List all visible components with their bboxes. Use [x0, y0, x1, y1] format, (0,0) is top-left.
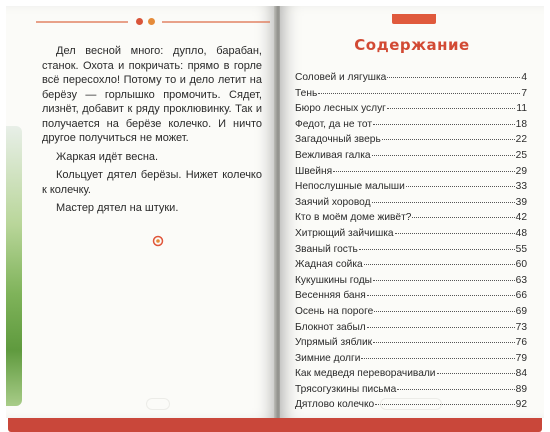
toc-entry-title: Швейня [295, 165, 333, 177]
paragraph: Дел весной много: дупло, барабан, станок. Охота и покричать: прямо в горле всё пересохло! Потому то и дело летит на берёзу — горлышко промочить. Сядет, лизнёт, добавит к ряду проклювинку. Так и получается на берёзе колечко. И ничто другое получиться не может. [42, 45, 262, 144]
right-page [280, 6, 544, 418]
toc-entry-page: 39 [515, 196, 527, 208]
toc-entry-title: Хитрющий зайчишка [295, 227, 394, 239]
toc-entry-page: 69 [515, 305, 527, 317]
toc-entry-page: 55 [515, 243, 527, 255]
toc-entry-page: 84 [515, 368, 527, 380]
toc-entry-title: Жадная сойка [295, 259, 363, 271]
toc-entry-title: Упрямый зяблик [295, 337, 373, 349]
toc-leader-dots [382, 129, 515, 140]
toc-entry-title: Кукушкины годы [295, 274, 372, 286]
toc-entry-page: 48 [515, 227, 527, 239]
paragraph: Жаркая идёт весна. [56, 150, 159, 163]
toc-title: Содержание [354, 36, 470, 54]
toc-entry-title: Как медведя переворачивали [295, 368, 436, 380]
toc-entry-title: Бюро лесных услуг [295, 103, 386, 115]
toc-leader-dots [373, 114, 515, 125]
toc-entry-page: 73 [515, 321, 527, 333]
toc-leader-dots [395, 223, 515, 234]
toc-leader-dots [437, 363, 515, 374]
toc-entry-page: 63 [515, 274, 527, 286]
toc-entry-page: 4 [521, 72, 527, 83]
toc-leader-dots [373, 270, 515, 281]
toc-leader-dots [318, 83, 520, 94]
toc-entry-page: 11 [516, 103, 527, 115]
bookmark-ribbon [392, 14, 436, 24]
toc-entry-title: Блокнот забыл [295, 321, 366, 333]
top-ornament [36, 18, 276, 26]
toc-entry-page: 42 [515, 212, 527, 224]
toc-entry-title: Осень на пороге [295, 305, 374, 317]
toc-leader-dots [364, 254, 515, 265]
toc-leader-dots [367, 285, 515, 296]
page-footer-mark [380, 398, 442, 410]
toc-entry-page: 79 [515, 352, 527, 364]
toc-leader-dots [412, 207, 514, 218]
toc-entry-title: Заячий хоровод [295, 196, 371, 208]
paragraph: Мастер дятел на штуки. [56, 202, 179, 214]
toc-entry-page: 76 [515, 337, 527, 349]
toc-entry-page: 7 [521, 87, 527, 99]
toc-entry-page: 29 [515, 165, 527, 177]
toc-entry-title: Соловей и лягушка [295, 72, 387, 83]
toc-leader-dots [397, 379, 514, 390]
toc-entry-title: Дятлово колечко [295, 399, 375, 411]
toc-leader-dots [387, 98, 516, 109]
toc-leader-dots [367, 317, 515, 328]
toc-entry-title: Званый гость [295, 243, 358, 255]
book-cover-edge [8, 418, 542, 432]
toc-entry-title: Трясогузкины письма [295, 383, 397, 395]
toc-entry-title: Загадочный зверь [295, 134, 381, 146]
toc-entry-page: 89 [515, 383, 527, 395]
toc-leader-dots [372, 192, 515, 203]
toc-leader-dots [406, 176, 515, 187]
toc-entry-title: Весенняя баня [295, 290, 366, 302]
toc-entry-page: 18 [515, 118, 527, 130]
toc-entry-title: Кто в моём доме живёт? [295, 212, 412, 224]
toc-entry-title: Федот, да не тот [295, 118, 372, 130]
toc-entry-page: 33 [515, 181, 527, 193]
toc-entry-page: 92 [515, 399, 527, 411]
toc-leader-dots [361, 348, 514, 359]
paragraph: Кольцует дятел берёзы. Нижет колечко к колечку. [42, 169, 262, 196]
toc-entry-title: Вежливая галка [295, 149, 371, 161]
toc-entry-page: 22 [515, 134, 527, 146]
table-of-contents [295, 69, 527, 412]
toc-leader-dots [372, 145, 515, 156]
illustration-strip [6, 126, 22, 406]
left-page [6, 6, 276, 418]
page-footer-mark [146, 398, 170, 410]
toc-leader-dots [373, 332, 515, 343]
toc-leader-dots [333, 161, 515, 172]
toc-leader-dots [359, 239, 515, 250]
toc-leader-dots [387, 67, 520, 78]
flower-ornament-icon [152, 235, 164, 247]
toc-entry-page: 66 [515, 290, 527, 302]
toc-entry-page: 25 [515, 149, 527, 161]
toc-entry-title: Тень [295, 87, 318, 99]
toc-entry-page: 60 [515, 259, 527, 271]
toc-entry-title: Зимние долги [295, 352, 361, 364]
story-text [42, 44, 262, 220]
toc-entry-title: Непослушные малыши [295, 181, 405, 193]
toc-leader-dots [374, 301, 514, 312]
